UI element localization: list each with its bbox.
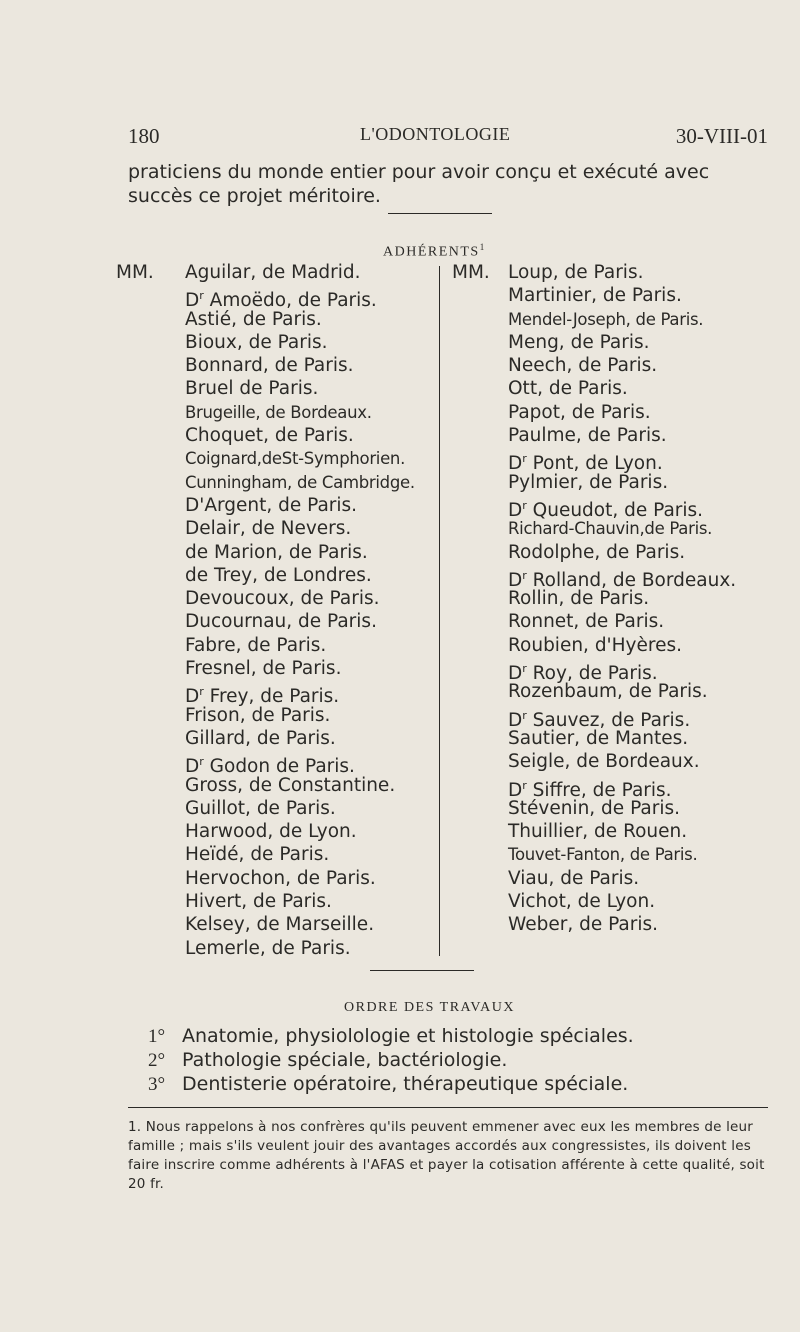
adherent-entry — [185, 541, 415, 564]
adherent-entry — [508, 657, 736, 685]
title-prefix-sup: r — [199, 755, 204, 769]
title-prefix: D — [508, 500, 523, 522]
adherent-name: Gross, de Constantine. — [185, 774, 396, 796]
adherent-name: Ducournau, de Paris. — [185, 611, 377, 633]
adherent-name: Rodolphe, de Paris. — [508, 541, 686, 563]
title-prefix-sup: r — [522, 778, 527, 792]
adherent-name: Rolland, de Bordeaux. — [526, 570, 737, 592]
title-prefix: D — [185, 686, 200, 708]
adherent-entry — [185, 564, 415, 587]
adherent-name: Weber, de Paris. — [508, 914, 659, 936]
adherent-entry — [185, 750, 415, 778]
divider-rule — [388, 213, 492, 214]
adherents-list-right — [452, 261, 737, 937]
title-prefix: D — [508, 570, 523, 592]
adherent-name: Martinier, de Paris. — [508, 285, 682, 307]
adherent-entry — [508, 284, 736, 307]
adherent-name: Neech, de Paris. — [508, 355, 658, 377]
adherent-entry — [508, 634, 736, 657]
title-prefix-sup: r — [522, 452, 527, 466]
title-prefix: D — [185, 756, 200, 778]
title-prefix-sup: r — [199, 685, 204, 699]
title-prefix: D — [185, 290, 200, 312]
adherent-entry — [185, 377, 415, 400]
mm-prefix: MM. — [452, 262, 490, 283]
adherent-name: Roubien, d'Hyères. — [508, 634, 682, 656]
adherent-entry — [508, 680, 736, 703]
adherent-name: Hivert, de Paris. — [185, 891, 332, 913]
adherent-entry — [185, 913, 415, 936]
title-prefix-sup: r — [522, 708, 527, 722]
mm-prefix: MM. — [116, 262, 154, 283]
adherent-name: Vichot, de Lyon. — [508, 891, 656, 913]
divider-rule — [370, 970, 474, 971]
adherent-entry — [185, 587, 415, 610]
adherent-name: Rozenbaum, de Paris. — [508, 681, 708, 703]
ordre-item — [148, 1024, 634, 1048]
adherent-entry — [508, 308, 736, 331]
adherent-name: de Marion, de Paris. — [185, 541, 368, 563]
adherent-entry — [185, 727, 415, 750]
adherent-name: Brugeille, de Bordeaux. — [185, 402, 372, 422]
running-title: L'ODONTOLOGIE — [360, 124, 511, 144]
adherent-entry — [508, 820, 736, 843]
adherent-entry — [508, 774, 736, 801]
adherent-name: Godon de Paris. — [203, 756, 355, 778]
adherent-name: Stévenin, de Paris. — [508, 797, 680, 819]
adherent-name: Choquet, de Paris. — [185, 425, 354, 447]
ordre-item — [148, 1072, 634, 1096]
ordre-title: ORDRE DES TRAVAUX — [344, 1000, 515, 1015]
adherent-entry — [508, 727, 736, 750]
footnote-mark: 1 — [479, 242, 486, 252]
adherent-entry — [185, 843, 415, 866]
adherent-name: Queudot, de Paris. — [526, 500, 704, 522]
adherent-name: Cunningham, de Cambridge. — [185, 472, 415, 492]
adherent-entry — [508, 494, 736, 522]
adherent-entry — [185, 610, 415, 633]
adherent-entry — [508, 354, 736, 377]
adherent-entry — [508, 447, 736, 475]
adherent-entry — [508, 471, 736, 494]
adherent-entry — [185, 284, 415, 312]
adherent-name: Frey, de Paris. — [203, 686, 340, 708]
ordre-list — [148, 1024, 634, 1096]
adherent-entry — [452, 261, 736, 284]
adherent-entry — [508, 750, 736, 773]
adherent-name: Devoucoux, de Paris. — [185, 588, 380, 610]
title-prefix-sup: r — [199, 289, 204, 303]
adherent-entry — [185, 447, 415, 470]
adherent-entry — [508, 377, 736, 400]
adherent-entry — [185, 517, 415, 540]
ordre-item-number: 1° — [148, 1026, 166, 1047]
adherent-entry — [508, 424, 736, 447]
adherent-name: Richard-Chauvin,de Paris. — [508, 519, 713, 539]
adherent-entry — [116, 261, 415, 284]
adherent-entry — [508, 401, 736, 424]
adherent-name: Kelsey, de Marseille. — [185, 914, 375, 936]
adherent-name: Fresnel, de Paris. — [185, 658, 342, 680]
adherent-name: Seigle, de Bordeaux. — [508, 751, 700, 773]
adherent-name: Rollin, de Paris. — [508, 588, 650, 610]
adherent-name: Guillot, de Paris. — [185, 797, 336, 819]
adherent-name: Pylmier, de Paris. — [508, 471, 669, 493]
adherent-name: Bioux, de Paris. — [185, 331, 328, 353]
adherent-entry — [508, 610, 736, 633]
adherent-name: Sauvez, de Paris. — [526, 709, 691, 731]
adherent-entry — [185, 774, 415, 797]
adherent-name: Bruel de Paris. — [185, 378, 319, 400]
adherent-entry — [185, 354, 415, 377]
adherent-name: de Trey, de Londres. — [185, 564, 372, 586]
footnote: 1. Nous rappelons à nos confrères qu'ils peuvent emmener avec eux les membres de leur famille ; mais s'ils veulent jouir des avantages accordés aux congressistes, ils doivent les faire inscrire comme adhérents à l'AFAS et payer la cotisation afférente à cette qualité, soit 20 fr. — [128, 1119, 765, 1192]
ordre-item-text: Dentisterie opératoire, thérapeutique spéciale. — [182, 1073, 629, 1095]
ordre-item-text: Anatomie, physiolologie et histologie spéciales. — [182, 1025, 634, 1047]
adherent-name: Astié, de Paris. — [185, 308, 322, 330]
adherent-entry — [508, 867, 736, 890]
title-prefix-sup: r — [522, 498, 527, 512]
adherent-name: Delair, de Nevers. — [185, 518, 352, 540]
adherent-entry — [185, 401, 415, 424]
adherent-entry — [508, 890, 736, 913]
ordre-item-number: 2° — [148, 1050, 166, 1071]
adherent-name: Aguilar, de Madrid. — [185, 262, 361, 283]
adherent-name: Paulme, de Paris. — [508, 425, 667, 447]
adherent-name: Frison, de Paris. — [185, 704, 331, 726]
adherent-name: Thuillier, de Rouen. — [508, 821, 688, 843]
issue-date: 30-VIII-01 — [675, 124, 768, 148]
title-prefix: D — [508, 663, 523, 685]
title-prefix: D — [508, 453, 523, 475]
running-header — [128, 124, 768, 154]
adherent-entry — [185, 634, 415, 657]
title-prefix-sup: r — [522, 568, 527, 582]
adherent-name: D'Argent, de Paris. — [185, 494, 358, 516]
adherent-entry — [185, 657, 415, 680]
adherent-name: Papot, de Paris. — [508, 401, 651, 423]
adherent-entry — [508, 913, 736, 936]
ordre-item — [148, 1048, 634, 1072]
adherent-name: Mendel-Joseph, de Paris. — [508, 309, 704, 329]
adherent-entry — [185, 797, 415, 820]
adherent-entry — [508, 704, 736, 731]
adherent-name: Gillard, de Paris. — [185, 727, 336, 749]
adherent-entry — [185, 937, 415, 960]
ordre-item-text: Pathologie spéciale, bactériologie. — [182, 1049, 508, 1071]
footnote-rule — [128, 1107, 768, 1108]
ordre-item-number: 3° — [148, 1074, 166, 1095]
column-divider — [439, 266, 440, 956]
adherent-entry — [185, 704, 415, 727]
adherent-name: Amoëdo, de Paris. — [203, 290, 377, 312]
adherent-name: Meng, de Paris. — [508, 331, 650, 353]
adherent-entry — [185, 331, 415, 354]
adherent-name: Siffre, de Paris. — [526, 779, 672, 801]
adherent-name: Harwood, de Lyon. — [185, 821, 357, 843]
adherent-entry — [508, 587, 736, 610]
adherent-name: Viau, de Paris. — [508, 867, 640, 889]
adherent-entry — [508, 331, 736, 354]
adherents-list-left — [116, 261, 415, 960]
adherent-name: Pont, de Lyon. — [526, 453, 663, 475]
adherent-entry — [508, 564, 737, 592]
adherent-entry — [185, 680, 415, 708]
adherent-name: Touvet-Fanton, de Paris. — [508, 845, 698, 865]
adherent-name: Ronnet, de Paris. — [508, 611, 665, 633]
adherent-entry — [508, 843, 736, 866]
adherent-entry — [185, 424, 415, 447]
adherent-name: Lemerle, de Paris. — [185, 937, 351, 959]
adherents-title: ADHÉRENTS$^1$ — [383, 242, 486, 260]
adherent-name: Roy, de Paris. — [526, 663, 658, 685]
adherent-entry — [508, 517, 736, 540]
adherent-name: Sautier, de Mantes. — [508, 727, 689, 749]
adherent-entry — [508, 541, 736, 564]
adherent-name: Ott, de Paris. — [508, 378, 628, 400]
adherent-name: Bonnard, de Paris. — [185, 355, 354, 377]
adherent-name: Loup, de Paris. — [508, 262, 644, 283]
page-number: 180 — [128, 124, 160, 148]
adherent-name: Coignard,deSt-Symphorien. — [185, 449, 406, 469]
adherent-entry — [508, 797, 736, 820]
adherent-name: Hervochon, de Paris. — [185, 867, 376, 889]
title-prefix: D — [508, 779, 523, 801]
adherent-name: Heïdé, de Paris. — [185, 844, 330, 866]
title-prefix-sup: r — [522, 662, 527, 676]
adherent-entry — [185, 867, 415, 890]
adherent-entry — [185, 494, 415, 517]
adherent-entry — [185, 890, 415, 913]
adherent-name: Fabre, de Paris. — [185, 634, 327, 656]
adherent-entry — [185, 471, 415, 494]
adherent-entry — [185, 308, 415, 331]
intro-paragraph: praticiens du monde entier pour avoir conçu et exécuté avec succès ce projet méritoire. — [128, 161, 710, 207]
adherent-entry — [185, 820, 415, 843]
title-prefix: D — [508, 709, 523, 731]
